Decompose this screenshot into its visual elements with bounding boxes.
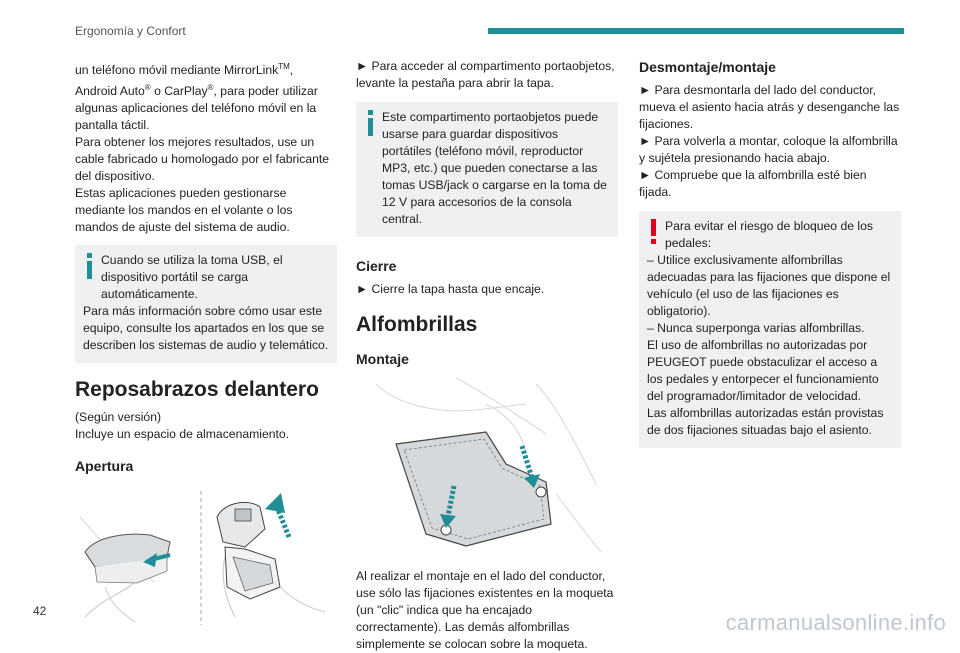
page-number: 42 bbox=[33, 604, 47, 618]
section-subtitle-version: (Según versión) bbox=[75, 410, 162, 425]
desmontaje-step-3: ► Compruebe que la alfombrilla esté bien fijada. bbox=[639, 168, 867, 199]
desmontaje-step-2: ► Para volverla a montar, coloque la alfombrilla y sujétela presionando hacia abajo. bbox=[639, 134, 898, 165]
warning-icon bbox=[647, 219, 661, 245]
floor-mat-diagram bbox=[356, 374, 618, 558]
montaje-paragraph: Al realizar el montaje en el lado del conductor, use sólo las fijaciones existentes en la moqueta (un "clic" indica que ha encajado correctamente). Las demás alfombrillas simplemente se colocan sobre la moqueta. bbox=[356, 569, 614, 651]
storage-info-note bbox=[356, 102, 618, 237]
warning-line-4: El uso de alfombrillas no autorizadas por PEUGEOT puede obstaculizar el acceso a los pedales y entorpecer el funcionamiento del programador/limitador de velocidad. bbox=[647, 338, 879, 403]
info-icon bbox=[83, 253, 97, 279]
cierre-step: ► Cierre la tapa hasta que encaje. bbox=[356, 282, 545, 296]
subsection-title-cierre: Cierre bbox=[356, 258, 397, 274]
warning-line-2: – Utilice exclusivamente alfombrillas adecuadas para las fijaciones que dispone el vehículo (el uso de las fijaciones es obligatorio). bbox=[647, 253, 891, 318]
section-title-reposabrazos: Reposabrazos delantero bbox=[75, 378, 319, 402]
column-1 bbox=[75, 58, 337, 629]
section-title-alfombrillas: Alfombrillas bbox=[356, 313, 478, 336]
subsection-title-apertura: Apertura bbox=[75, 458, 134, 475]
watermark-logo: carmanualsonline.info bbox=[725, 610, 946, 635]
header-title: Ergonomía y Confort bbox=[75, 24, 186, 38]
intro-paragraph-1: un teléfono móvil mediante MirrorLink™, Android Auto® o CarPlay®, para poder utilizar algunas aplicaciones del teléfono móvil en la pantalla táctil. bbox=[75, 62, 318, 133]
apertura-step: ► Para acceder al compartimento portaobjetos, levante la pestaña para abrir la tapa. bbox=[356, 59, 615, 90]
desmontaje-step-1: ► Para desmontarla del lado del conductor, mueva el asiento hacia atrás y desenganche las fijaciones. bbox=[639, 83, 900, 131]
info-note-line-2: Para más información sobre cómo usar este equipo, consulte los apartados en los que se describen los sistemas de audio y telemático. bbox=[83, 304, 329, 353]
floor-mat-illustration bbox=[356, 374, 618, 558]
warning-line-1: Para evitar el riesgo de bloqueo de los pedales: bbox=[665, 219, 873, 250]
warning-note bbox=[639, 211, 901, 448]
column-2 bbox=[356, 58, 618, 653]
info-icon bbox=[364, 110, 378, 136]
intro-paragraph-2: Para obtener los mejores resultados, use un cable fabricado u homologado por el fabricante del dispositivo. bbox=[75, 135, 330, 184]
armrest-diagram bbox=[75, 487, 337, 629]
intro-paragraph-3: Estas aplicaciones pueden gestionarse mediante los mandos en el volante o los mandos de ajuste del sistema de audio. bbox=[75, 186, 293, 235]
info-note bbox=[75, 245, 337, 363]
warning-line-3: – Nunca superponga varias alfombrillas. bbox=[647, 321, 865, 335]
header-accent-bar bbox=[488, 28, 904, 34]
subsection-title-desmontaje: Desmontaje/montaje bbox=[639, 59, 776, 75]
info-note-line-1: Cuando se utiliza la toma USB, el dispositivo portátil se carga automáticamente. bbox=[101, 253, 283, 302]
subsection-title-montaje: Montaje bbox=[356, 351, 409, 367]
storage-info-text: Este compartimento portaobjetos puede usarse para guardar dispositivos portátiles (teléfono móvil, reproductor MP3, etc.) que pueden conectarse a las tomas USB/jack o cargarse en la toma de 12 V para accesorios de la consola central. bbox=[382, 110, 607, 226]
section-subtitle-storage: Incluye un espacio de almacenamiento. bbox=[75, 427, 290, 442]
column-3 bbox=[639, 58, 901, 448]
warning-line-5: Las alfombrillas autorizadas están provistas de dos fijaciones situadas bajo el asiento. bbox=[647, 406, 884, 437]
armrest-illustration bbox=[75, 487, 337, 629]
